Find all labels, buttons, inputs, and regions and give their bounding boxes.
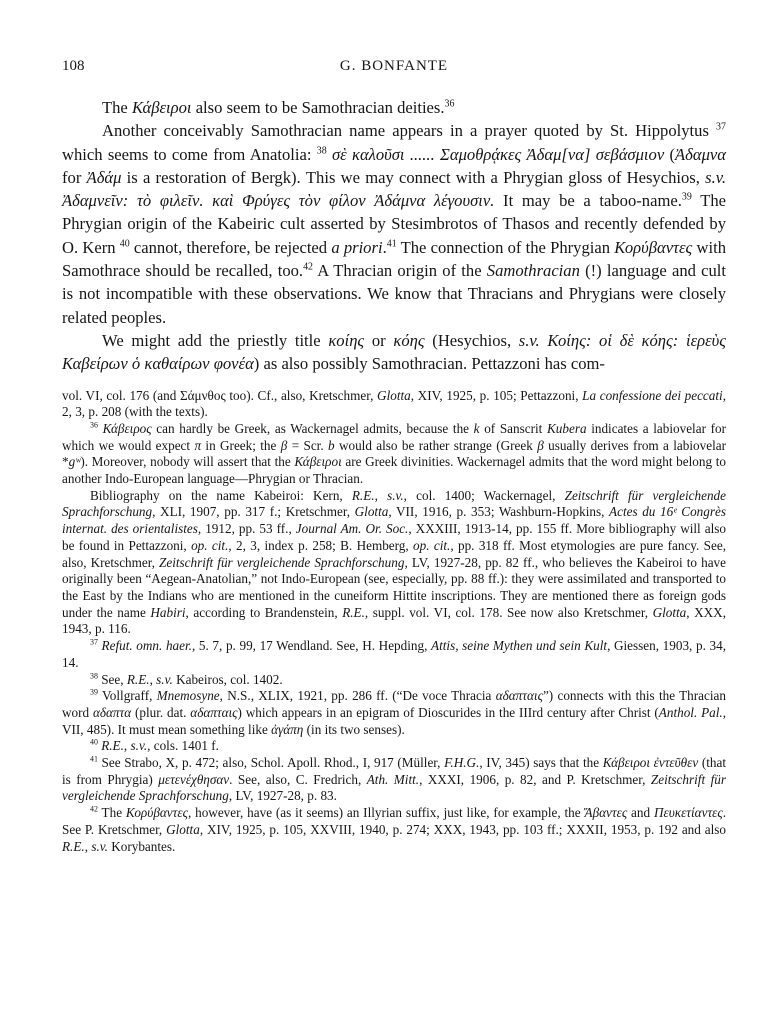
- text-run: , XIV, 1925, p. 105, XXVIII, 1940, p. 274; XXX, 1943, pp. 103 ff.; XXXII, 1953, p. 192 and also: [199, 821, 726, 837]
- text-run: Glotta: [652, 604, 687, 620]
- text-run: π: [194, 437, 202, 453]
- text-run: Habiri: [150, 604, 186, 620]
- text-run: Refut. omn. haer.: [101, 638, 192, 654]
- footnote-marker: 36: [90, 420, 98, 430]
- footnote-marker: 38: [316, 145, 327, 157]
- text-run: , XIV, 1925, p. 105; Pettazzoni,: [410, 387, 583, 403]
- text-run: , LV, 1927-28, pp. 82 ff., who believes the Kabeiroi to have originally been “Aegean-Anatolian,” not Indo-European (see, especially, pp. 88 ff.): they were assimilated and transported to the East by the Indians who are mentioned in the cuneiform Hittite inscriptions. They are mentioned there as foreign gods under the name: [62, 554, 726, 620]
- text-run: which seems to come from Anatolia:: [62, 144, 317, 164]
- text-run: Κορύβαντες: [125, 805, 188, 821]
- text-run: , IV, 345) says that the: [479, 755, 603, 771]
- text-run: R.E.: [342, 604, 365, 620]
- text-run: s.v.: [130, 738, 148, 754]
- text-run: , VII, 485). It must mean something like: [62, 704, 726, 737]
- text-run: indicates a labiovelar for which we would expect: [62, 420, 726, 453]
- text-run: Kubera: [546, 420, 587, 436]
- text-run: , VII, 1916, p. 353; Washburn-Hopkins,: [388, 504, 610, 520]
- text-run: Glotta: [354, 504, 389, 520]
- text-run: Κάβειροι ἐντεῦθεν: [602, 755, 699, 771]
- footnote-36: [62, 421, 726, 488]
- text-run: , 2, 3, index p. 258; B. Hemberg,: [228, 537, 414, 553]
- footnote-marker: 40: [90, 737, 98, 747]
- text-run: (Hesychios,: [424, 330, 519, 350]
- text-run: R.E.: [126, 671, 150, 687]
- text-run: cannot, therefore, be rejected: [129, 237, 332, 257]
- text-run: See Strabo, X, p. 472; also, Schol. Apoll. Rhod., I, 917 (Müller,: [97, 755, 445, 771]
- text-run: Zeitschrift für vergleichende Sprachforschung: [62, 487, 727, 520]
- text-run: σὲ καλοῦσι ...... Σαμοθρᾴκες: [326, 144, 527, 164]
- footnote-37: [62, 638, 726, 671]
- footnote-marker: 37: [90, 637, 98, 647]
- text-run: ,: [374, 487, 388, 503]
- text-run: are Greek divinities. Wackernagel admits that the word might belong to another Indo-European language—Phrygian or Thracian.: [62, 454, 726, 487]
- text-run: Κάβειρος: [102, 420, 152, 436]
- text-run: The Phrygian origin of the Kabeiric cult asserted by Stesimbrotos of Thasos and recently defended by O. Kern: [62, 191, 726, 257]
- text-run: ,: [123, 738, 131, 754]
- main-text: [62, 96, 726, 376]
- text-run: Κοίης: οἱ δὲ κόης: ἱερεὺς Καβείρων ὁ καθαίρων φονέα: [62, 330, 726, 374]
- text-run: s.v.: [387, 487, 404, 503]
- text-run: , cols. 1401 f.: [147, 738, 219, 754]
- text-run: of Sanscrit: [479, 420, 547, 436]
- text-run: (in its two senses).: [303, 721, 405, 737]
- footnote-marker: 41: [90, 754, 98, 764]
- text-run: (: [664, 144, 676, 164]
- text-run: vol. VI, col. 176 (and: [62, 387, 180, 403]
- text-run: s.v.: [705, 167, 726, 187]
- text-run: Another conceivably Samothracian name appears in a prayer quoted by St. Hippolytus: [102, 121, 717, 141]
- text-run: or: [364, 330, 394, 350]
- text-run: s.v.: [91, 838, 108, 854]
- page: [62, 58, 726, 855]
- footnote-continuation: [62, 388, 726, 421]
- text-run: s.v.: [156, 671, 173, 687]
- text-run: Ἀδάμ: [86, 167, 122, 187]
- text-run: , however, have (as it seems) an Illyrian suffix, just like, for example, the: [187, 805, 585, 821]
- paragraph: [62, 119, 726, 329]
- text-run: op. cit.: [191, 537, 229, 553]
- footnote-marker: 39: [90, 687, 98, 697]
- text-run: β: [280, 437, 288, 453]
- text-run: (!) language and cult is not incompatible with these observations. We know that Thracians and Phrygians were closely related peoples.: [62, 261, 727, 327]
- text-run: Glotta: [166, 821, 200, 837]
- footnote-marker: 37: [716, 121, 726, 133]
- footnote-41: [62, 755, 726, 805]
- text-run: , XXXI, 1906, p. 82, and P. Kretschmer,: [419, 771, 651, 787]
- text-run: b: [328, 437, 335, 453]
- text-run: , 1912, pp. 53 ff.,: [197, 521, 296, 537]
- footnote-marker: 41: [386, 238, 397, 250]
- text-run: Glotta: [377, 387, 411, 403]
- text-run: Mnemosyne: [156, 688, 220, 704]
- text-run: ). Moreover, nobody will assert that the: [80, 454, 295, 470]
- text-run: Κορύβαντες: [614, 237, 693, 257]
- footnote-marker: 36: [444, 98, 455, 110]
- text-run: can hardly be Greek, as Wackernagel admits, because the: [151, 420, 474, 436]
- text-run: La confessione dei peccati: [582, 387, 723, 403]
- text-run: ”) connects with this the Thracian word: [62, 688, 726, 720]
- text-run: , XXXIII, 1913-14, pp. 155 ff. More bibliography will also be found in Pettazzoni,: [62, 521, 726, 553]
- footnote-marker: 42: [90, 804, 98, 814]
- text-run: .: [382, 237, 387, 257]
- text-run: , 5. 7, p. 99, 17 Wendland. See, H. Hepding,: [191, 638, 432, 654]
- text-run: too). Cf., also, Kretschmer,: [225, 387, 378, 403]
- text-run: The: [97, 805, 126, 821]
- text-run: with Samothrace should be recalled, too.: [62, 237, 726, 281]
- text-run: Ath. Mitt.: [366, 771, 420, 787]
- text-run: The: [102, 98, 132, 117]
- text-run: (that is from Phrygia): [62, 755, 727, 787]
- text-run: Samothracian: [486, 261, 580, 281]
- text-run: Ἀδαμνεῖν: τὸ φιλεῖν. καὶ Φρύγες τὸν φίλον Ἀδάμνα λέγουσιν.: [62, 191, 495, 211]
- text-run: = Scr.: [287, 437, 328, 453]
- text-run: , col. 1400; Wackernagel,: [403, 487, 565, 503]
- text-run: It may be a taboo-name.: [494, 191, 682, 211]
- text-run: αδαπτα: [92, 704, 132, 720]
- text-run: ) as also possibly Samothracian. Pettazzoni has com-: [253, 354, 605, 374]
- footnote-marker: 38: [90, 671, 98, 681]
- text-run: β: [537, 437, 544, 453]
- paragraph: [62, 329, 726, 376]
- text-run: and: [627, 805, 654, 821]
- text-run: κόης: [393, 330, 425, 350]
- footnote-40: [62, 738, 726, 755]
- text-run: Journal Am. Or. Soc.: [295, 521, 409, 537]
- page-number: 108: [62, 58, 85, 74]
- text-run: R.E.: [101, 738, 124, 754]
- text-run: is a restoration of Bergk). This we may connect with a Phrygian gloss of Hesychios,: [121, 167, 706, 187]
- text-run: μετενέχθησαν: [158, 771, 230, 787]
- text-run: R.E.: [62, 838, 85, 854]
- text-run: (plur. dat.: [131, 704, 191, 720]
- footnote-marker: 40: [119, 238, 130, 250]
- text-run: would also be rather strange (Greek: [334, 437, 538, 453]
- text-run: Κάβειροι: [131, 98, 192, 117]
- text-run: s.v.: [518, 330, 540, 350]
- running-header: [62, 58, 726, 80]
- text-run: , N.S., XLIX, 1921, pp. 286 ff. (“De voce Thracia: [219, 688, 496, 704]
- text-run: αδαπταις: [190, 704, 238, 720]
- text-run: Anthol. Pal.: [658, 704, 723, 720]
- text-run: A Thracian origin of the: [313, 261, 487, 281]
- text-run: Zeitschrift für vergleichende Sprachforschung: [159, 554, 405, 570]
- text-run: a priori: [331, 237, 383, 257]
- running-title: G. BONFANTE: [339, 58, 449, 74]
- footnote-39: [62, 688, 726, 738]
- text-run: F.H.G.: [444, 755, 480, 771]
- text-run: , XXX, 1943, p. 116.: [62, 604, 726, 637]
- text-run: , 2, 3, p. 208 (with the texts).: [62, 387, 727, 420]
- paragraph: [62, 96, 726, 119]
- footnote-marker: 39: [681, 191, 692, 203]
- text-run: , according to Brandenstein,: [185, 604, 343, 620]
- text-run: , Giessen, 1903, p. 34, 14.: [62, 638, 726, 670]
- text-run: , suppl. vol. VI, col. 178. See now also Kretschmer,: [364, 604, 653, 620]
- footnote-38: [62, 672, 726, 689]
- text-run: Attis, seine Mythen und sein Kult: [431, 638, 608, 654]
- text-run: ἀγάπη: [271, 721, 304, 737]
- text-run: Ἄβαντες: [584, 805, 628, 821]
- text-run: R.E.: [351, 487, 375, 503]
- text-run: κοίης: [328, 330, 365, 350]
- text-run: We might add the priestly title: [102, 330, 329, 350]
- text-run: . See, also, C. Fredrich,: [229, 771, 367, 787]
- text-run: Kabeiros, col. 1402.: [172, 671, 283, 687]
- text-run: Bibliography on the name Kabeiroi: Kern,: [90, 487, 352, 503]
- text-run: op. cit.: [413, 537, 451, 553]
- text-run: ,: [84, 838, 92, 854]
- text-run: . See P. Kretschmer,: [62, 805, 727, 837]
- text-run: Πευκετίαντες: [653, 805, 723, 821]
- text-run: Ἀδαμνα: [675, 144, 726, 164]
- text-run: Vollgraff,: [97, 688, 157, 704]
- text-run: Κάβειροι: [294, 454, 342, 470]
- text-run: αδαπταις: [495, 688, 543, 704]
- text-run: , XLI, 1907, pp. 317 f.; Kretschmer,: [152, 504, 355, 520]
- text-run: Korybantes.: [107, 838, 176, 854]
- text-run: ) which appears in an epigram of Dioscurides in the IIIrd century after Christ (: [237, 704, 659, 720]
- text-run: Ἀδαμ[να] σεβάσμιον: [526, 144, 665, 164]
- footnote-36-bibliography: [62, 488, 726, 638]
- footnote-marker: 42: [303, 261, 314, 273]
- text-run: gʷ: [68, 454, 81, 470]
- text-run: also seem to be Samothracian deities.: [191, 98, 445, 117]
- text-run: k: [473, 420, 480, 436]
- text-run: Actes du 16ᵉ Congrès internat. des orientalistes: [62, 504, 726, 537]
- text-run: See,: [97, 671, 127, 687]
- text-run: in Greek; the: [201, 437, 281, 453]
- text-run: for: [62, 167, 87, 187]
- text-run: , pp. 318 ff. Most etymologies are pure fancy. See, also, Kretschmer,: [62, 537, 727, 570]
- text-run: , LV, 1927-28, p. 83.: [228, 788, 337, 804]
- text-run: usually derives from a labiovelar *: [62, 437, 726, 470]
- text-run: Σάμνθος: [179, 387, 226, 403]
- text-run: Zeitschrift für vergleichende Sprachforschung: [62, 771, 726, 804]
- text-run: The connection of the Phrygian: [396, 237, 615, 257]
- footnote-42: [62, 805, 726, 855]
- text-run: ,: [149, 671, 157, 687]
- footnotes: [62, 388, 726, 856]
